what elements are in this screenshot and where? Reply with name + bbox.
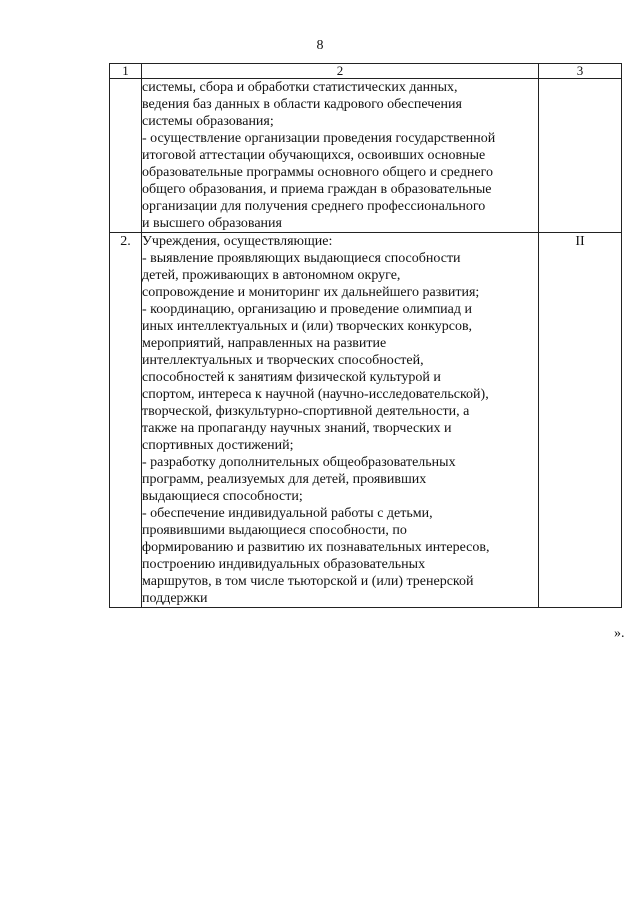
description-line: образовательные программы основного общего и среднего	[142, 165, 493, 180]
description-line: и высшего образования	[142, 216, 282, 231]
column-header-1: 1	[110, 64, 142, 79]
row-description-cell	[142, 233, 539, 608]
description-line: спортивных достижений;	[142, 438, 294, 453]
description-line: - выявление проявляющих выдающиеся способности	[142, 251, 461, 266]
description-line: поддержки	[142, 591, 208, 606]
document-table	[109, 63, 622, 608]
row-description-cell	[142, 79, 539, 233]
description-line: мероприятий, направленных на развитие	[142, 336, 387, 351]
description-line: сопровождение и мониторинг их дальнейшего развития;	[142, 285, 480, 300]
description-line: общего образования, и приема граждан в образовательные	[142, 182, 492, 197]
description-line: программ, реализуемых для детей, проявивших	[142, 472, 427, 487]
description-line: - разработку дополнительных общеобразовательных	[142, 455, 456, 470]
row-level-cell	[539, 79, 622, 233]
description-line: Учреждения, осуществляющие:	[142, 234, 333, 249]
table-row	[110, 233, 622, 608]
description-line: детей, проживающих в автономном округе,	[142, 268, 401, 283]
description-line: иных интеллектуальных и (или) творческих конкурсов,	[142, 319, 473, 334]
description-line: выдающиеся способности;	[142, 489, 303, 504]
description-line: формированию и развитию их познавательных интересов,	[142, 540, 490, 555]
description-line: способностей к занятиям физической культурой и	[142, 370, 441, 385]
row-number-cell: 2.	[110, 233, 142, 608]
table-row	[110, 79, 622, 233]
table-header-row	[110, 64, 622, 79]
page-number: 8	[316, 38, 324, 53]
description-line: - координацию, организацию и проведение олимпиад и	[142, 302, 473, 317]
description-line: интеллектуальных и творческих способностей,	[142, 353, 424, 368]
description-line: организации для получения среднего профессионального	[142, 199, 486, 214]
description-line: спортом, интереса к научной (научно-исследовательской),	[142, 387, 489, 402]
description-line: - осуществление организации проведения государственной	[142, 131, 496, 146]
row-number-cell	[110, 79, 142, 233]
description-line: - обеспечение индивидуальной работы с детьми,	[142, 506, 433, 521]
description-line: построению индивидуальных образовательных	[142, 557, 426, 572]
description-line: проявившими выдающиеся способности, по	[142, 523, 407, 538]
description-line: творческой, физкультурно-спортивной деятельности, а	[142, 404, 470, 419]
description-line: итоговой аттестации обучающихся, освоивших основные	[142, 148, 486, 163]
column-header-2: 2	[142, 64, 539, 79]
description-line: также на пропаганду научных знаний, творческих и	[142, 421, 452, 436]
description-line: ведения баз данных в области кадрового обеспечения	[142, 97, 462, 112]
description-line: маршрутов, в том числе тьюторской и (или) тренерской	[142, 574, 474, 589]
closing-quote-mark: ».	[614, 626, 625, 641]
description-line: системы, сбора и обработки статистических данных,	[142, 80, 458, 95]
row-level-cell: II	[539, 233, 622, 608]
description-line: системы образования;	[142, 114, 274, 129]
column-header-3: 3	[539, 64, 622, 79]
